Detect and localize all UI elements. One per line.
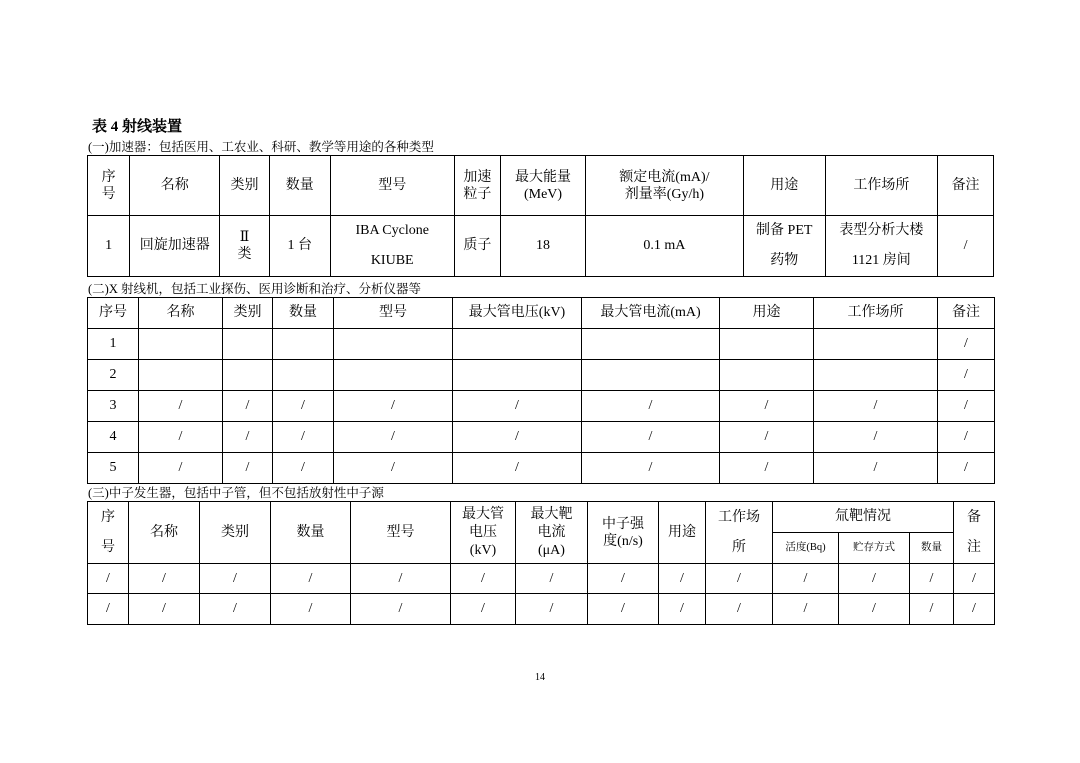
- table-cell: /: [223, 391, 273, 422]
- table-cell: /: [839, 564, 910, 594]
- table-cell: /: [516, 594, 588, 625]
- header-cell: 备 注: [954, 502, 995, 564]
- header-cell: 最大靶 电流 (μA): [516, 502, 588, 564]
- table-cell: /: [334, 422, 453, 453]
- table-row: [88, 422, 995, 453]
- table-row: [88, 453, 995, 484]
- table-cell: /: [659, 594, 706, 625]
- table-cell: /: [814, 422, 938, 453]
- table-title: 表 4 射线装置: [92, 119, 183, 135]
- accelerator-caption: (一)加速器：包括医用、工农业、科研、教学等用途的各种类型: [88, 140, 434, 154]
- header-cell: 最大管电压(kV): [453, 298, 582, 329]
- header-cell: 工作场所: [814, 298, 938, 329]
- table-cell: /: [88, 594, 129, 625]
- header-cell: 备注: [938, 156, 994, 216]
- table-cell: /: [773, 594, 839, 625]
- table-cell: [273, 360, 334, 391]
- table-cell: /: [451, 594, 516, 625]
- header-cell: 最大能量 (MeV): [501, 156, 586, 216]
- header-cell: 工作场 所: [706, 502, 773, 564]
- table-cell: /: [223, 453, 273, 484]
- table-cell: [720, 329, 814, 360]
- table-cell: /: [88, 564, 129, 594]
- xray-table: [87, 297, 995, 484]
- subheader-cell: 贮存方式: [839, 533, 910, 564]
- header-cell: 名称: [139, 298, 223, 329]
- table-row: [88, 360, 995, 391]
- table-cell: /: [451, 564, 516, 594]
- table-cell: /: [938, 453, 995, 484]
- table-cell: /: [706, 594, 773, 625]
- table-cell: /: [453, 422, 582, 453]
- table-cell: [453, 329, 582, 360]
- table-cell: /: [938, 329, 995, 360]
- table-cell: /: [773, 564, 839, 594]
- table-cell: /: [334, 391, 453, 422]
- table-cell: /: [659, 564, 706, 594]
- table-cell: /: [453, 453, 582, 484]
- table-cell: 4: [88, 422, 139, 453]
- table-cell: /: [200, 564, 271, 594]
- table-cell: 1: [88, 329, 139, 360]
- table-cell: /: [129, 594, 200, 625]
- header-cell: 序号: [88, 298, 139, 329]
- table-row: [88, 594, 995, 625]
- table-cell: /: [954, 594, 995, 625]
- table-row: [88, 391, 995, 422]
- header-cell: 最大管电流(mA): [582, 298, 720, 329]
- table-cell: IBA Cyclone KIUBE: [330, 216, 454, 277]
- table-cell: [814, 329, 938, 360]
- header-cell: 类别: [220, 156, 270, 216]
- table-cell: /: [706, 564, 773, 594]
- header-cell: 数量: [271, 502, 351, 564]
- table-cell: [814, 360, 938, 391]
- table-cell: [223, 360, 273, 391]
- table-cell: /: [273, 453, 334, 484]
- table-cell: /: [273, 422, 334, 453]
- header-cell: 型号: [351, 502, 451, 564]
- table-cell: [273, 329, 334, 360]
- table-row: [88, 564, 995, 594]
- table-cell: [139, 329, 223, 360]
- table-cell: 0.1 mA: [585, 216, 743, 277]
- table-cell: /: [582, 422, 720, 453]
- header-cell: 名称: [130, 156, 220, 216]
- table-cell: 2: [88, 360, 139, 391]
- table-cell: /: [200, 594, 271, 625]
- table-cell: 18: [501, 216, 586, 277]
- table-cell: /: [938, 391, 995, 422]
- table-cell: /: [139, 391, 223, 422]
- page-number: 14: [535, 672, 545, 683]
- subheader-cell: 数量: [910, 533, 954, 564]
- table-cell: /: [814, 391, 938, 422]
- table-cell: 1 台: [269, 216, 330, 277]
- header-cell: 名称: [129, 502, 200, 564]
- header-cell: 型号: [334, 298, 453, 329]
- table-cell: /: [271, 594, 351, 625]
- accelerator-table: [87, 155, 994, 277]
- header-cell: 型号: [330, 156, 454, 216]
- header-cell: 备注: [938, 298, 995, 329]
- table-cell: /: [582, 391, 720, 422]
- header-cell: 氚靶情况: [773, 502, 954, 533]
- table-cell: /: [351, 564, 451, 594]
- header-cell: 类别: [223, 298, 273, 329]
- table-cell: 3: [88, 391, 139, 422]
- table-cell: 制备 PET 药物: [743, 216, 825, 277]
- table-cell: 质子: [454, 216, 500, 277]
- table-cell: /: [139, 422, 223, 453]
- header-cell: 工作场所: [825, 156, 938, 216]
- table-cell: /: [910, 564, 954, 594]
- table-cell: [223, 329, 273, 360]
- xray-caption: (二)X 射线机，包括工业探伤、医用诊断和治疗、分析仪器等: [88, 282, 421, 296]
- table-cell: [582, 329, 720, 360]
- table-cell: [720, 360, 814, 391]
- header-cell: 中子强 度(n/s): [588, 502, 659, 564]
- header-cell: 数量: [269, 156, 330, 216]
- table-cell: [334, 329, 453, 360]
- table-cell: /: [720, 391, 814, 422]
- table-cell: /: [839, 594, 910, 625]
- table-cell: /: [720, 453, 814, 484]
- table-cell: /: [938, 422, 995, 453]
- header-cell: 数量: [273, 298, 334, 329]
- table-cell: /: [334, 453, 453, 484]
- table-cell: Ⅱ 类: [220, 216, 270, 277]
- header-cell: 序 号: [88, 502, 129, 564]
- table-cell: /: [139, 453, 223, 484]
- header-cell: 序 号: [88, 156, 130, 216]
- table-cell: [582, 360, 720, 391]
- table-cell: /: [910, 594, 954, 625]
- table-cell: /: [223, 422, 273, 453]
- table-cell: /: [273, 391, 334, 422]
- table-cell: /: [938, 360, 995, 391]
- table-cell: /: [351, 594, 451, 625]
- table-cell: /: [129, 564, 200, 594]
- header-cell: 最大管 电压 (kV): [451, 502, 516, 564]
- header-cell: 额定电流(mA)/ 剂量率(Gy/h): [585, 156, 743, 216]
- table-cell: /: [271, 564, 351, 594]
- table-cell: 5: [88, 453, 139, 484]
- table-cell: /: [954, 564, 995, 594]
- neutron-caption: (三)中子发生器，包括中子管，但不包括放射性中子源: [88, 486, 384, 500]
- table-cell: /: [938, 216, 994, 277]
- header-cell: 用途: [743, 156, 825, 216]
- header-cell: 类别: [200, 502, 271, 564]
- header-cell: 加速 粒子: [454, 156, 500, 216]
- table-cell: /: [516, 564, 588, 594]
- table-cell: /: [453, 391, 582, 422]
- subheader-cell: 活度(Bq): [773, 533, 839, 564]
- table-cell: /: [814, 453, 938, 484]
- header-cell: 用途: [659, 502, 706, 564]
- neutron-table: [87, 501, 995, 625]
- table-cell: /: [588, 594, 659, 625]
- table-cell: /: [588, 564, 659, 594]
- table-cell: [453, 360, 582, 391]
- table-cell: [334, 360, 453, 391]
- table-cell: 回旋加速器: [130, 216, 220, 277]
- table-cell: 1: [88, 216, 130, 277]
- table-cell: /: [582, 453, 720, 484]
- table-cell: [139, 360, 223, 391]
- table-cell: /: [720, 422, 814, 453]
- table-cell: 表型分析大楼 1121 房间: [825, 216, 938, 277]
- header-cell: 用途: [720, 298, 814, 329]
- table-row: [88, 216, 994, 277]
- table-row: [88, 329, 995, 360]
